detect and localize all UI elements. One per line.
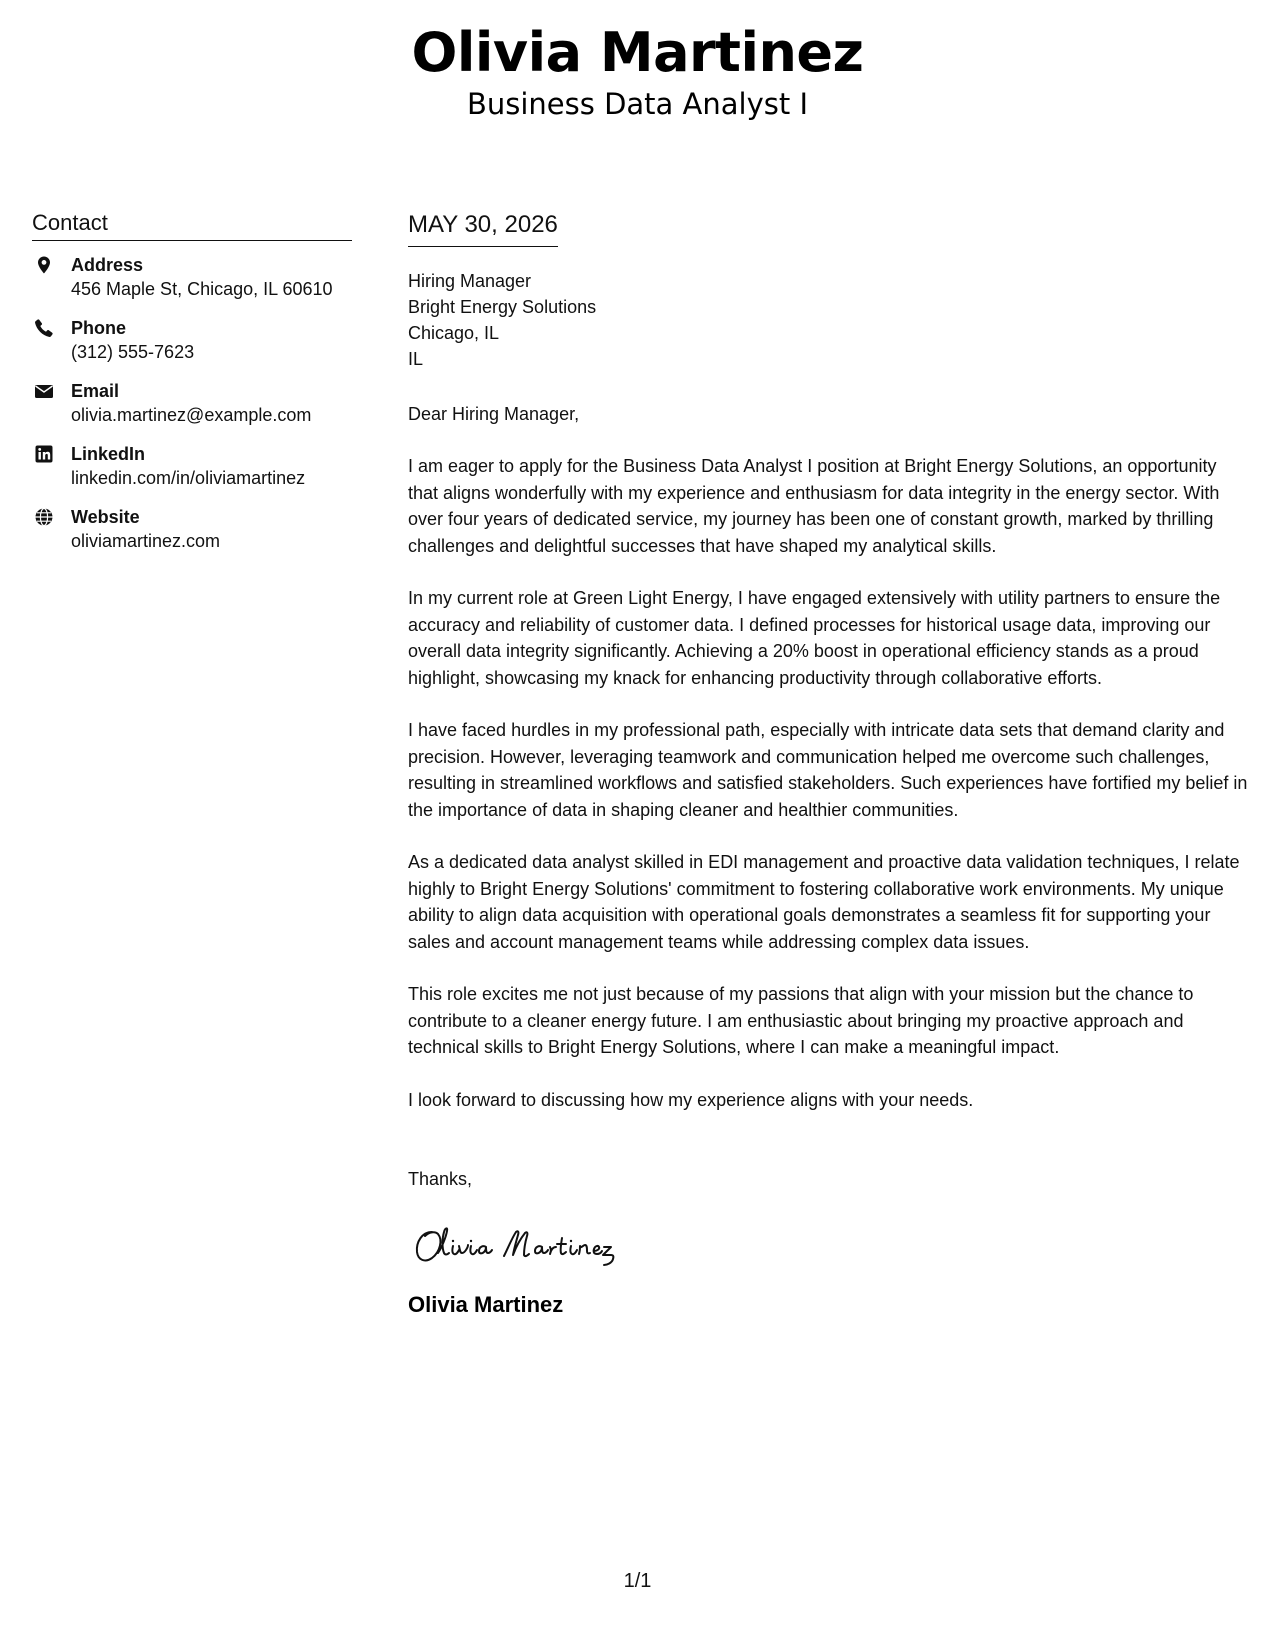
contact-item-linkedin [32,442,352,505]
page-number: 1/1 [623,1570,652,1592]
contact-value: olivia.martinez@example.com [71,405,312,425]
body-paragraph: I look forward to discussing how my experience aligns with your needs. [408,1089,974,1110]
contact-sidebar [32,209,352,568]
recipient-line: Hiring Manager [408,271,532,291]
letter-body [408,209,1248,1320]
contact-list [32,253,352,568]
contact-item-address [32,253,352,316]
body-paragraph: I am eager to apply for the Business Data Analyst I position at Bright Energy Solutions, an opportunity that aligns wonderfully with my experience and enthusiasm for data integrity in the energy sector. With over four years of dedicated service, my journey has been one of constant growth, marked by thrilling challenges and delightful successes that have shaped my analytical skills. [408,456,1220,556]
letter-date: MAY 30, 2026 [408,211,558,238]
body-paragraph: In my current role at Green Light Energy, I have engaged extensively with utility partners to ensure the accuracy and reliability of customer data. I defined processes for historical usage data, improving our overall data integrity significantly. Achieving a 20% boost in operational efficiency stands as a proud highlight, showcasing my knack for enhancing productivity through collaborative efforts. [408,588,1221,688]
globe-icon [34,507,54,527]
recipient-block [408,268,1248,372]
phone-icon [34,318,54,338]
body-paragraph: As a dedicated data analyst skilled in EDI management and proactive data validation techniques, I relate highly to Bright Energy Solutions' commitment to fostering collaborative work environments. My unique ability to align data acquisition with operational goals demonstrates a seamless fit for supporting your sales and account management teams while addressing complex data issues. [408,852,1240,952]
contact-heading: Contact [32,209,352,241]
body-paragraph: This role excites me not just because of my passions that align with your mission but the chance to contribute to a cleaner energy future. I am enthusiastic about bringing my proactive approach and technical skills to Bright Energy Solutions, where I can make a meaningful impact. [408,984,1194,1057]
envelope-icon [34,381,54,401]
recipient-line: Bright Energy Solutions [408,297,597,317]
signer-name: Olivia Martinez [408,1292,564,1317]
recipient-line: Chicago, IL [408,323,500,343]
contact-item-phone [32,316,352,379]
recipient-line: IL [408,349,424,369]
contact-label: LinkedIn [71,444,146,464]
contact-item-email [32,379,352,442]
contact-value: (312) 555-7623 [71,342,195,362]
linkedin-icon [34,444,54,464]
handwritten-signature [408,1220,668,1270]
contact-item-website [32,505,352,568]
contact-label: Phone [71,318,127,338]
contact-label: Website [71,507,140,527]
applicant-name: Olivia Martinez [411,21,864,84]
contact-value[interactable]: linkedin.com/in/oliviamartinez [71,468,306,488]
closing: Thanks, [408,1169,473,1189]
map-pin-icon [34,255,54,275]
body-paragraph: I have faced hurdles in my professional path, especially with intricate data sets that demand clarity and precision. However, leveraging teamwork and communication helped me overcome such challenges, resulting in streamlined workflows and satisfied stakeholders. Such experiences have fortified my belief in the importance of data in shaping cleaner and healthier communities. [408,720,1248,820]
contact-label: Email [71,381,120,401]
contact-label: Address [71,255,144,275]
salutation: Dear Hiring Manager, [408,404,580,424]
resume-header [0,20,1275,122]
date-block [408,209,558,247]
job-title: Business Data Analyst I [466,87,809,121]
contact-value[interactable]: oliviamartinez.com [71,531,221,551]
contact-value: 456 Maple St, Chicago, IL 60610 [71,279,333,299]
